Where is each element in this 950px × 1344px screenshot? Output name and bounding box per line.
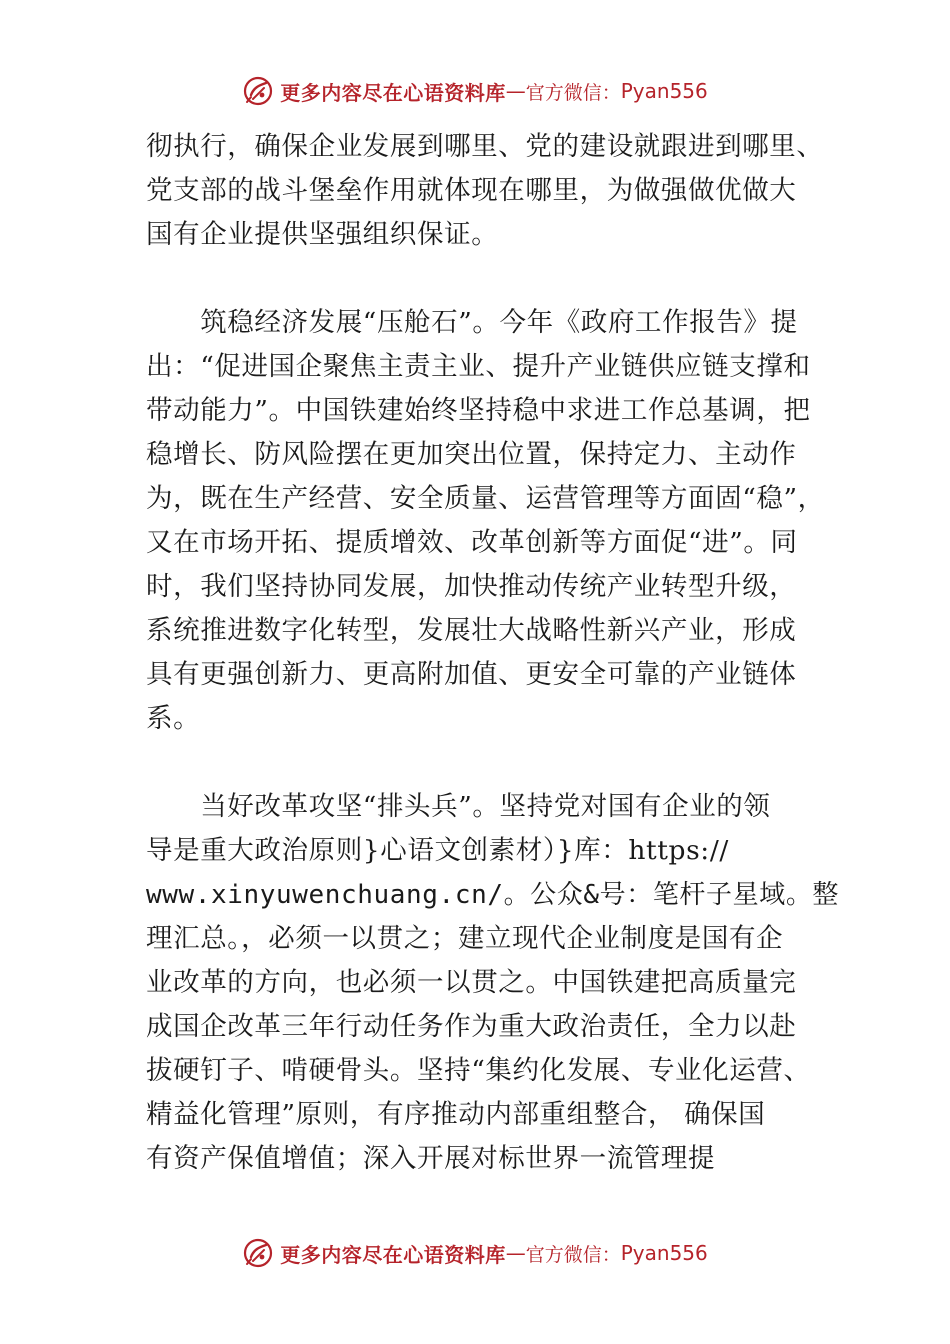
text-line: 精益化管理”原则，有序推动内部重组整合， 确保国 xyxy=(146,1099,766,1130)
xinyu-logo-icon xyxy=(242,1237,274,1269)
banner-title: 更多内容尽在心语资料库 xyxy=(280,1242,506,1267)
paragraph-2 xyxy=(146,301,825,741)
text-line: 稳增长、防风险摆在更加突出位置，保持定力、主动作 xyxy=(146,439,797,470)
paragraph-gap xyxy=(146,257,808,301)
text-line: 系统推进数字化转型，发展壮大战略性新兴产业，形成 xyxy=(146,615,797,646)
text-line: 系。 xyxy=(146,703,201,734)
text-line: 具有更强创新力、更高附加值、更安全可靠的产业链体 xyxy=(146,659,797,690)
paragraph-1 xyxy=(146,125,824,257)
xinyu-logo-icon xyxy=(242,75,274,107)
banner-separator: — xyxy=(505,1241,526,1265)
header-banner xyxy=(0,68,950,114)
text-line: 又在市场开拓、提质增效、改革创新等方面促“进”。同 xyxy=(146,527,798,558)
text-line: 筑稳经济发展“压舱石”。今年《政府工作报告》提 xyxy=(146,307,798,338)
text-line: 为，既在生产经营、安全质量、运营管理等方面固“稳”， xyxy=(146,483,825,514)
text-line: 党支部的战斗堡垒作用就体现在哪里，为做强做优做大 xyxy=(146,175,797,206)
text-line: 有资产保值增值；深入开展对标世界一流管理提 xyxy=(146,1143,716,1174)
text-line: www.xinyuwenchuang.cn/。公众&号：笔杆子星域。整 xyxy=(146,880,840,910)
text-line: 拔硬钉子、啃硬骨头。坚持“集约化发展、专业化运营、 xyxy=(146,1055,811,1086)
text-line: 彻执行，确保企业发展到哪里、党的建设就跟进到哪里、 xyxy=(146,131,824,162)
banner-title: 更多内容尽在心语资料库 xyxy=(280,80,506,105)
paragraph-3 xyxy=(146,785,840,1181)
text-line: 带动能力”。中国铁建始终坚持稳中求进工作总基调，把 xyxy=(146,395,811,426)
footer-banner xyxy=(0,1230,950,1276)
text-line: 导是重大政治原则}心语文创素材）}库：https:// xyxy=(146,835,729,866)
text-line: 国有企业提供坚强组织保证。 xyxy=(146,219,499,250)
banner-wechat-id: Pyan556 xyxy=(620,79,708,103)
banner-wechat-id: Pyan556 xyxy=(620,1241,708,1265)
text-line: 成国企改革三年行动任务作为重大政治责任，全力以赴 xyxy=(146,1011,797,1042)
text-line: 理汇总。，必须一以贯之；建立现代企业制度是国有企 xyxy=(146,923,784,954)
text-line: 当好改革攻坚“排头兵”。坚持党对国有企业的领 xyxy=(146,791,771,822)
text-line: 时，我们坚持协同发展，加快推动传统产业转型升级， xyxy=(146,571,797,602)
text-line: 出：“促进国企聚焦主责主业、提升产业链供应链支撑和 xyxy=(146,351,811,382)
text-line: 业改革的方向，也必须一以贯之。中国铁建把高质量完 xyxy=(146,967,797,998)
document-body xyxy=(146,125,840,1181)
paragraph-gap xyxy=(146,741,808,785)
banner-wechat-label: 官方微信： xyxy=(525,1243,621,1266)
banner-separator: — xyxy=(505,79,526,103)
banner-wechat-label: 官方微信： xyxy=(525,81,621,104)
